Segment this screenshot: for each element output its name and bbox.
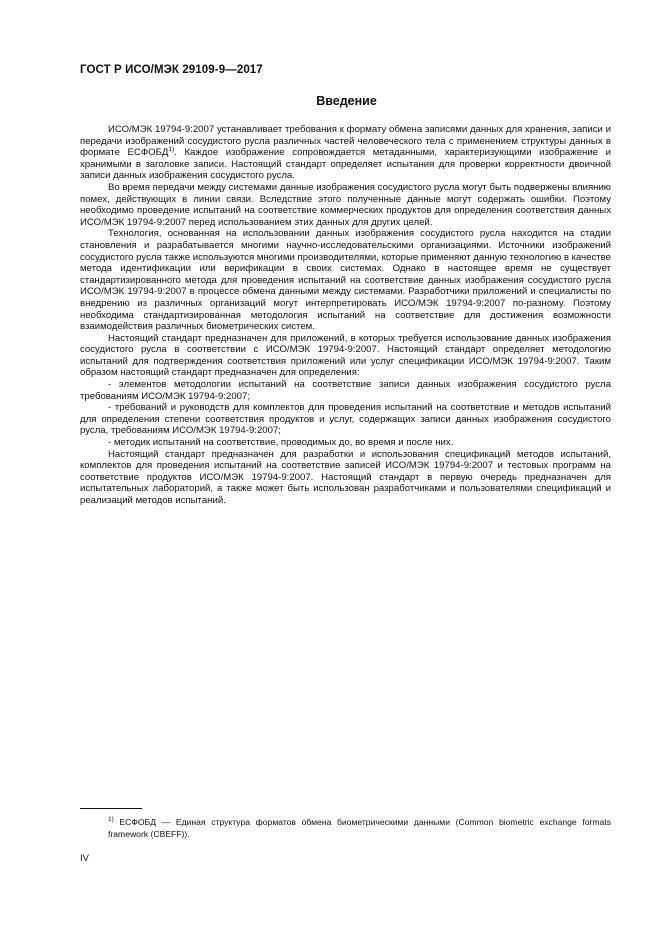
- paragraph-3: Технология, основанная на использовании данных изображения сосудистого русла находится на стадии становления и разрабатывается многими научно-исследовательскими организациями. Источники изображений сосудистого русла также используются многими производителями, которые применяют данную технологию в качестве метода идентификации или верификации в своих системах. Однако в настоящее время не существует стандартизированного метода для проведения испытаний на соответствие данных изображения сосудистого русла ИСО/МЭК 19794-9:2007 в процессе обмена данными между системами. Разработчики приложений и специалисты по внедрению из различных организаций могут интерпретировать ИСО/МЭК 19794-9:2007 по-разному. Поэтому необходима стандартизированная методология испытаний на соответствие для достижения возможности взаимодействия различных биометрических систем.: [80, 228, 611, 333]
- paragraph-text: ИСО/МЭК 19794-9:2007 устанавливает требования к формату обмена записями данных для хранения, записи и передачи изображений сосудистого русла различных частей человеческого тела с применением структуры данных в формате ЕСФОБД: [80, 124, 611, 159]
- paragraph-4: Настоящий стандарт предназначен для приложений, в которых требуется использование данных изображения сосудистого русла в соответствии с ИСО/МЭК 19794-9:2007. Настоящий стандарт определяет методологию испытаний для подтверждения соответствия приложений или услуг спецификации ИСО/МЭК 19794-9:2007. Таким образом настоящий стандарт предназначен для определения:: [80, 332, 611, 379]
- footnote-marker: 1): [108, 816, 114, 823]
- paragraph-5: Настоящий стандарт предназначен для разработки и использования спецификаций методов испытаний, комплектов для проведения испытаний на соответствие записей ИСО/МЭК 19794-9:2007 и тестовых программ на соответствие продуктов ИСО/МЭК 19794-9:2007. Настоящий стандарт в первую очередь предназначен для испытательных лабораторий, а также может быть использован разработчиками и пользователями спецификаций и реализаций методов испытаний.: [80, 448, 611, 506]
- document-id: ГОСТ Р ИСО/МЭК 29109-9—2017: [80, 64, 263, 76]
- footnote-text: ЕСФОБД — Единая структура форматов обмена биометрическими данными (Common biometric exchange formats framework (CBEFF)).: [108, 817, 611, 840]
- body-text: [80, 124, 611, 507]
- page-number: IV: [80, 853, 89, 864]
- footnote-ref: 1): [168, 146, 175, 154]
- footnote-divider: [80, 808, 142, 809]
- paragraph-text: . Каждое изображение сопровождается метаданными, характеризующими изображение и хранимыми в заголовке записи. Настоящий стандарт определяет испытания для проверки корректности двоичной записи данных изображения сосудистого русла.: [80, 147, 611, 182]
- section-title: Введение: [316, 94, 377, 108]
- list-item: - элементов методологии испытаний на соответствие записи данных изображения сосудистого русла требованиям ИСО/МЭК 19794-9:2007;: [80, 379, 611, 402]
- paragraph-2: Во время передачи между системами данные изображения сосудистого русла могут быть подвержены влиянию помех, действующих в линии связи. Вследствие этого полученные данные могут содержать ошибки. Поэтому необходимо проведение испытаний на соответствие коммерческих продуктов для определения соответствия данных ИСО/МЭК 19794-9:2007 перед использованием этих данных для других целей.: [80, 181, 611, 228]
- list-item: - методик испытаний на соответствие, проводимых до, во время и после них.: [108, 437, 454, 449]
- footnote: [80, 816, 611, 841]
- footnote-line: [80, 816, 611, 841]
- paragraph-1: [80, 124, 611, 182]
- list-item: - требований и руководств для комплектов для проведения испытаний на соответствие и методов испытаний для определения степени соответствия продуктов и услуг, содержащих записи данных изображения сосудистого русла, требованиям ИСО/МЭК 19794-9:2007;: [80, 402, 611, 437]
